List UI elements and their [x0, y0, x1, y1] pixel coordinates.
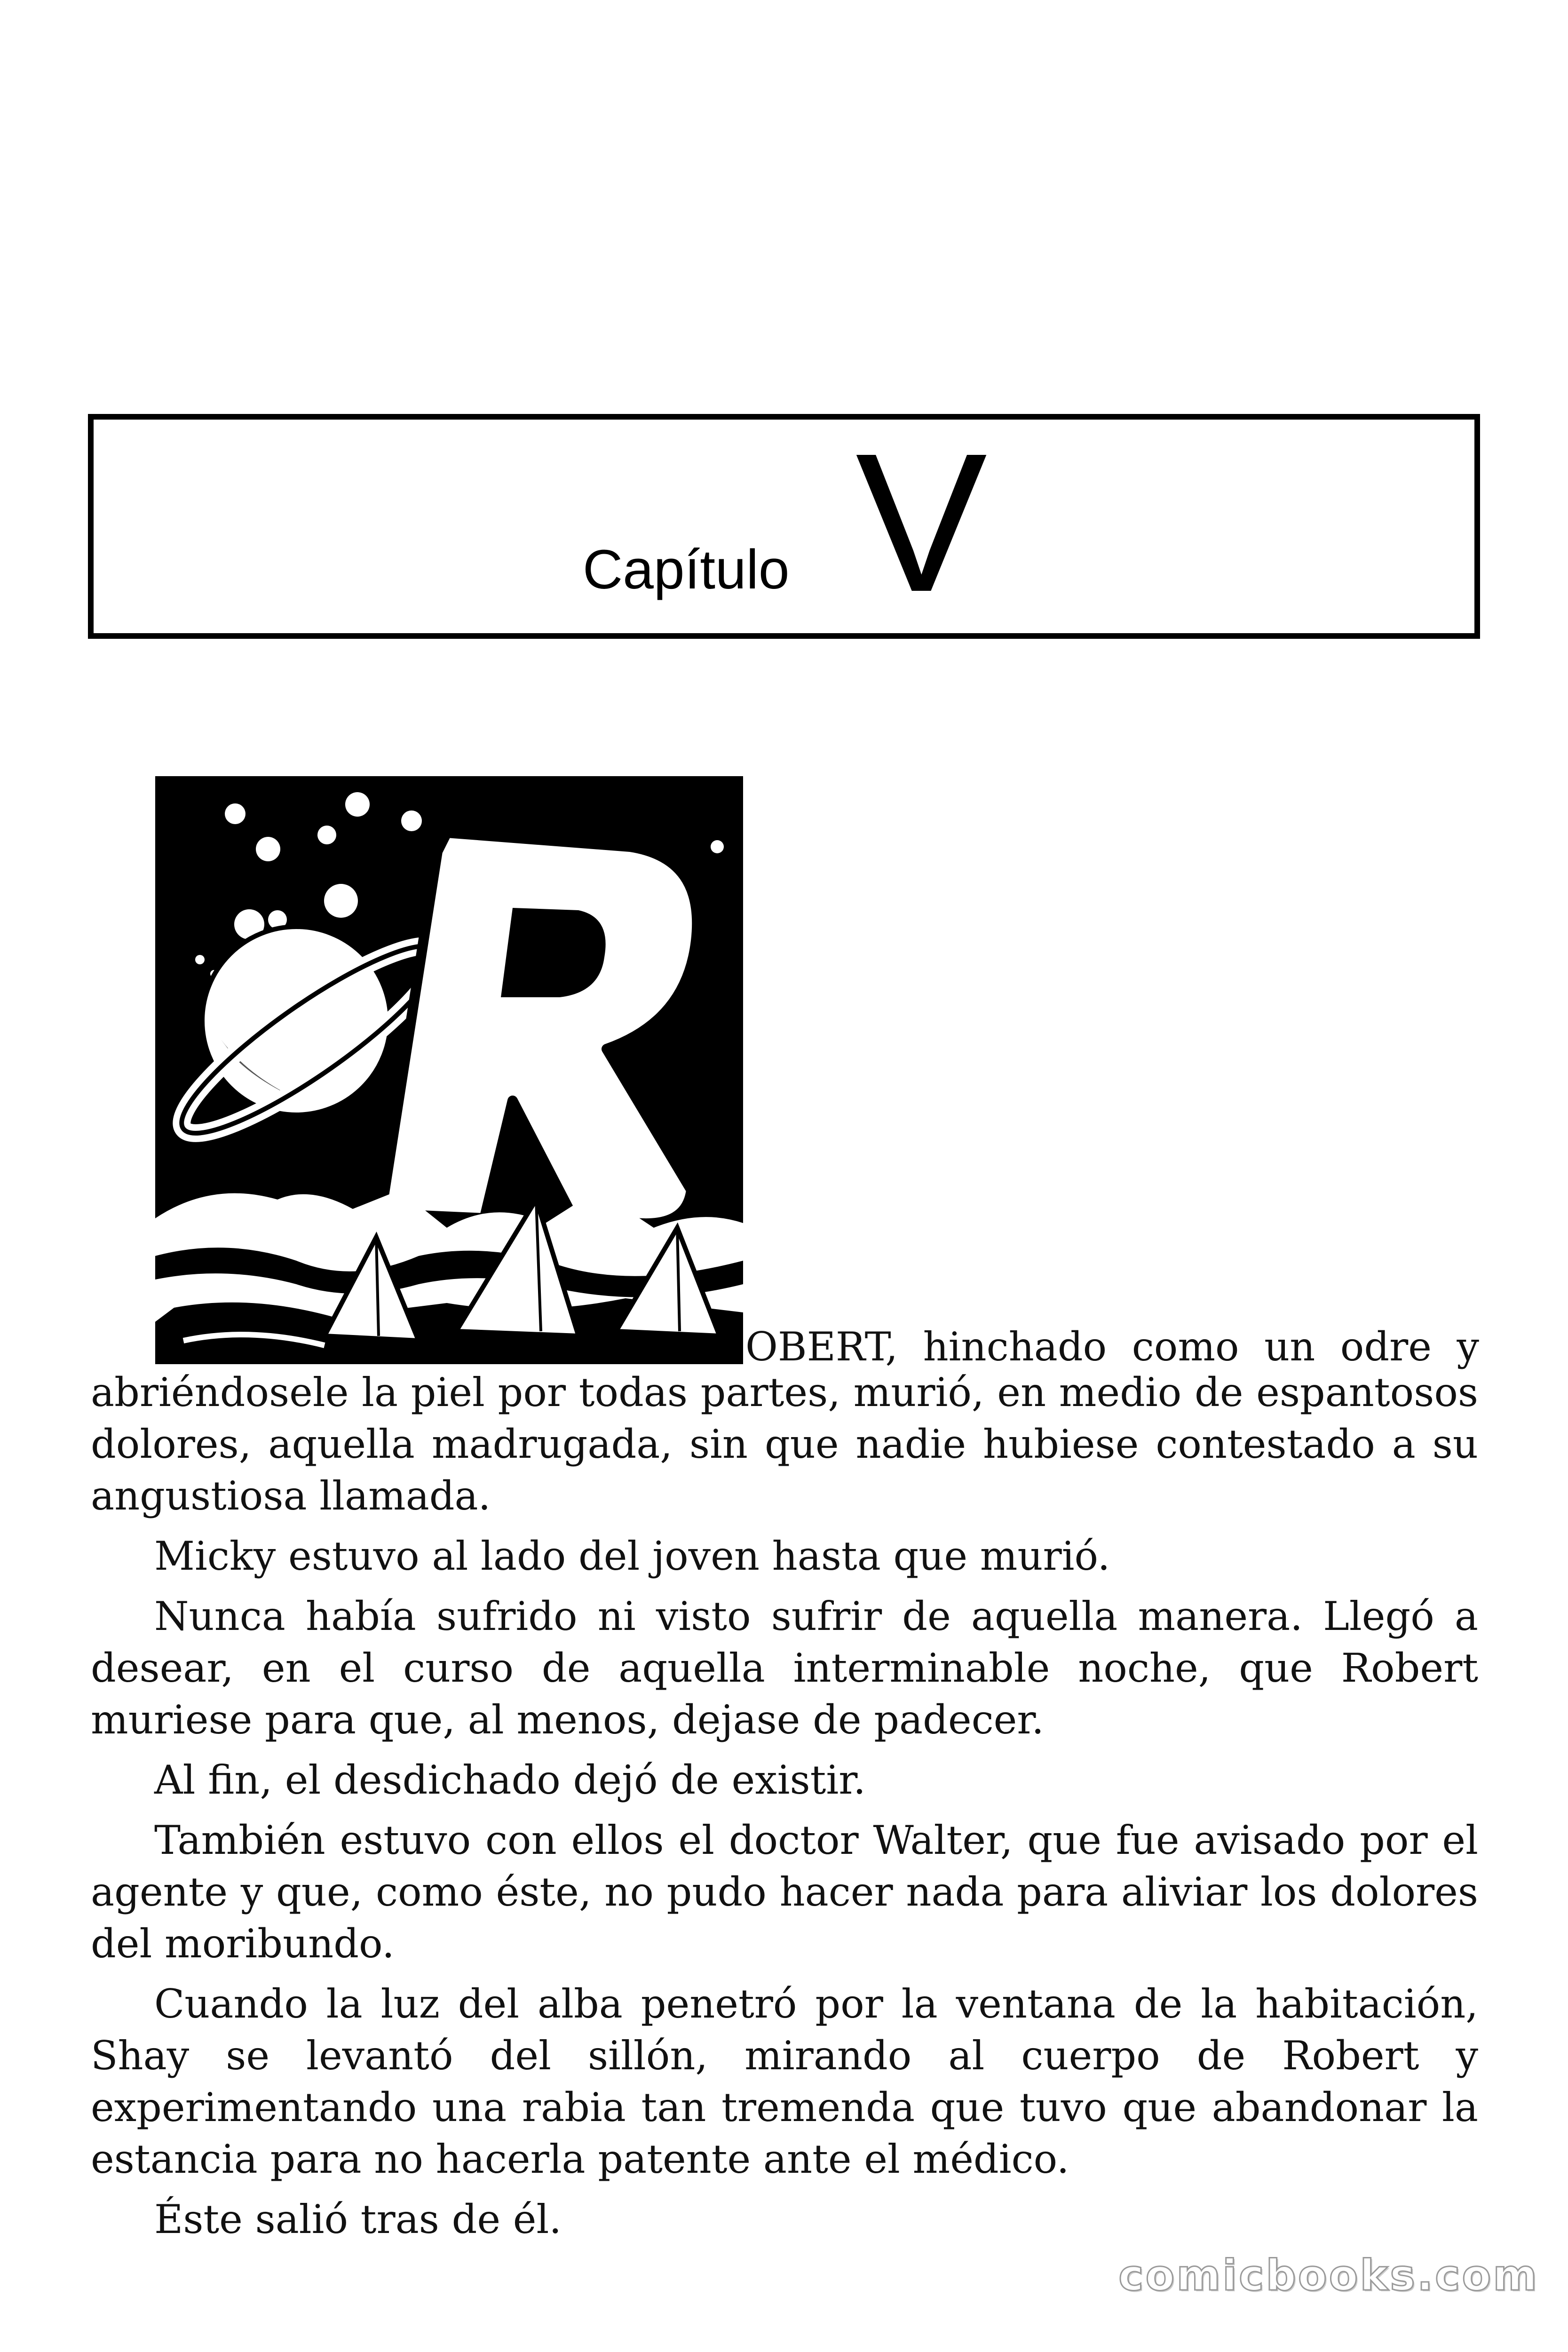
paragraph: Micky estuvo al lado del joven hasta que murió. [154, 1533, 1110, 1579]
ornate-R-space-scene-icon [155, 776, 743, 1364]
opening-line: OBERT, hinchado como un odre y [745, 1324, 1479, 1370]
paragraph: También estuvo con ellos el doctor Walter, que fue avisado por el agente y que, como éste, no pudo hacer nada para aliviar los dolores del moribundo. [91, 1817, 1478, 1967]
chapter-label: Capítulo [583, 539, 790, 601]
chapter-heading-box [88, 414, 1480, 639]
chapter-number: V [855, 413, 988, 633]
paragraph: Éste salió tras de él. [154, 2196, 562, 2242]
paragraph: abriéndosele la piel por todas partes, murió, en medio de espantosos dolores, aquella madrugada, sin que nadie hubiese contestado a su angustiosa llamada. [91, 1369, 1478, 1519]
paragraph: Al fin, el desdichado dejó de existir. [154, 1757, 866, 1803]
paragraph: Nunca había sufrido ni visto sufrir de aquella manera. Llegó a desear, en el curso de aquella interminable noche, que Robert muriese para que, al menos, dejase de padecer. [91, 1593, 1478, 1743]
watermark: comicbooks.com [1118, 2251, 1539, 2300]
dropcap-r-illustration [155, 776, 743, 1364]
chapter-body [91, 1367, 1478, 2254]
paragraph: Cuando la luz del alba penetró por la ventana de la habitación, Shay se levantó del sillón, mirando al cuerpo de Robert y experimentando una rabia tan tremenda que tuvo que abandonar la estancia para no hacerla patente ante el médico. [91, 1981, 1478, 2182]
